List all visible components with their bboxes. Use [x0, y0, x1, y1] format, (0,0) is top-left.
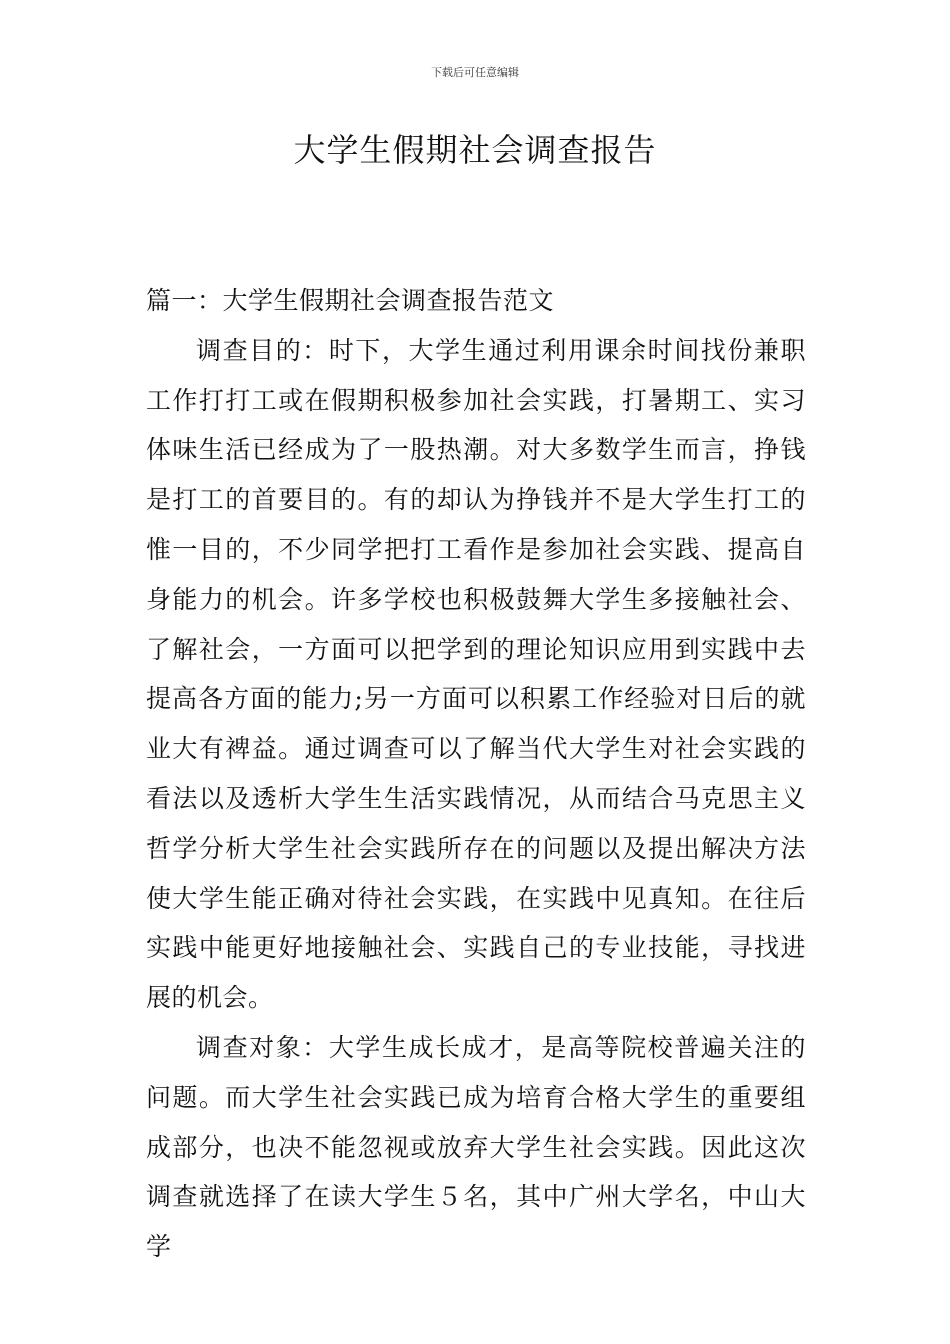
document-body — [146, 276, 806, 1272]
page-header-note: 下载后可任意编辑 — [431, 66, 519, 79]
paragraph-subjects: 调查对象：大学生成长成才，是高等院校普遍关注的问题。而大学生社会实践已成为培育合格大学生的重要组成部分，也决不能忽视或放弃大学生社会实践。因此这次调查就选择了在读大学生５名，其中广州大学名，中山大学 — [146, 1032, 806, 1262]
section-heading: 篇一：大学生假期社会调查报告范文 — [146, 286, 555, 315]
paragraph-purpose: 调查目的：时下，大学生通过利用课余时间找份兼职工作打打工或在假期积极参加社会实践，打暑期工、实习体味生活已经成为了一股热潮。对大多数学生而言，挣钱是打工的首要目的。有的却认为挣钱并不是大学生打工的惟一目的，不少同学把打工看作是参加社会实践、提高自身能力的机会。许多学校也积极鼓舞大学生多接触社会、了解社会，一方面可以把学到的理论知识应用到实践中去提高各方面的能力;另一方面可以积累工作经验对日后的就业大有裨益。通过调查可以了解当代大学生对社会实践的看法以及透析大学生生活实践情况，从而结合马克思主义哲学分析大学生社会实践所存在的问题以及提出解决方法使大学生能正确对待社会实践，在实践中见真知。在往后实践中能更好地接触社会、实践自己的专业技能，寻找进展的机会。 — [146, 335, 806, 1013]
document-title: 大学生假期社会调查报告 — [293, 131, 657, 169]
